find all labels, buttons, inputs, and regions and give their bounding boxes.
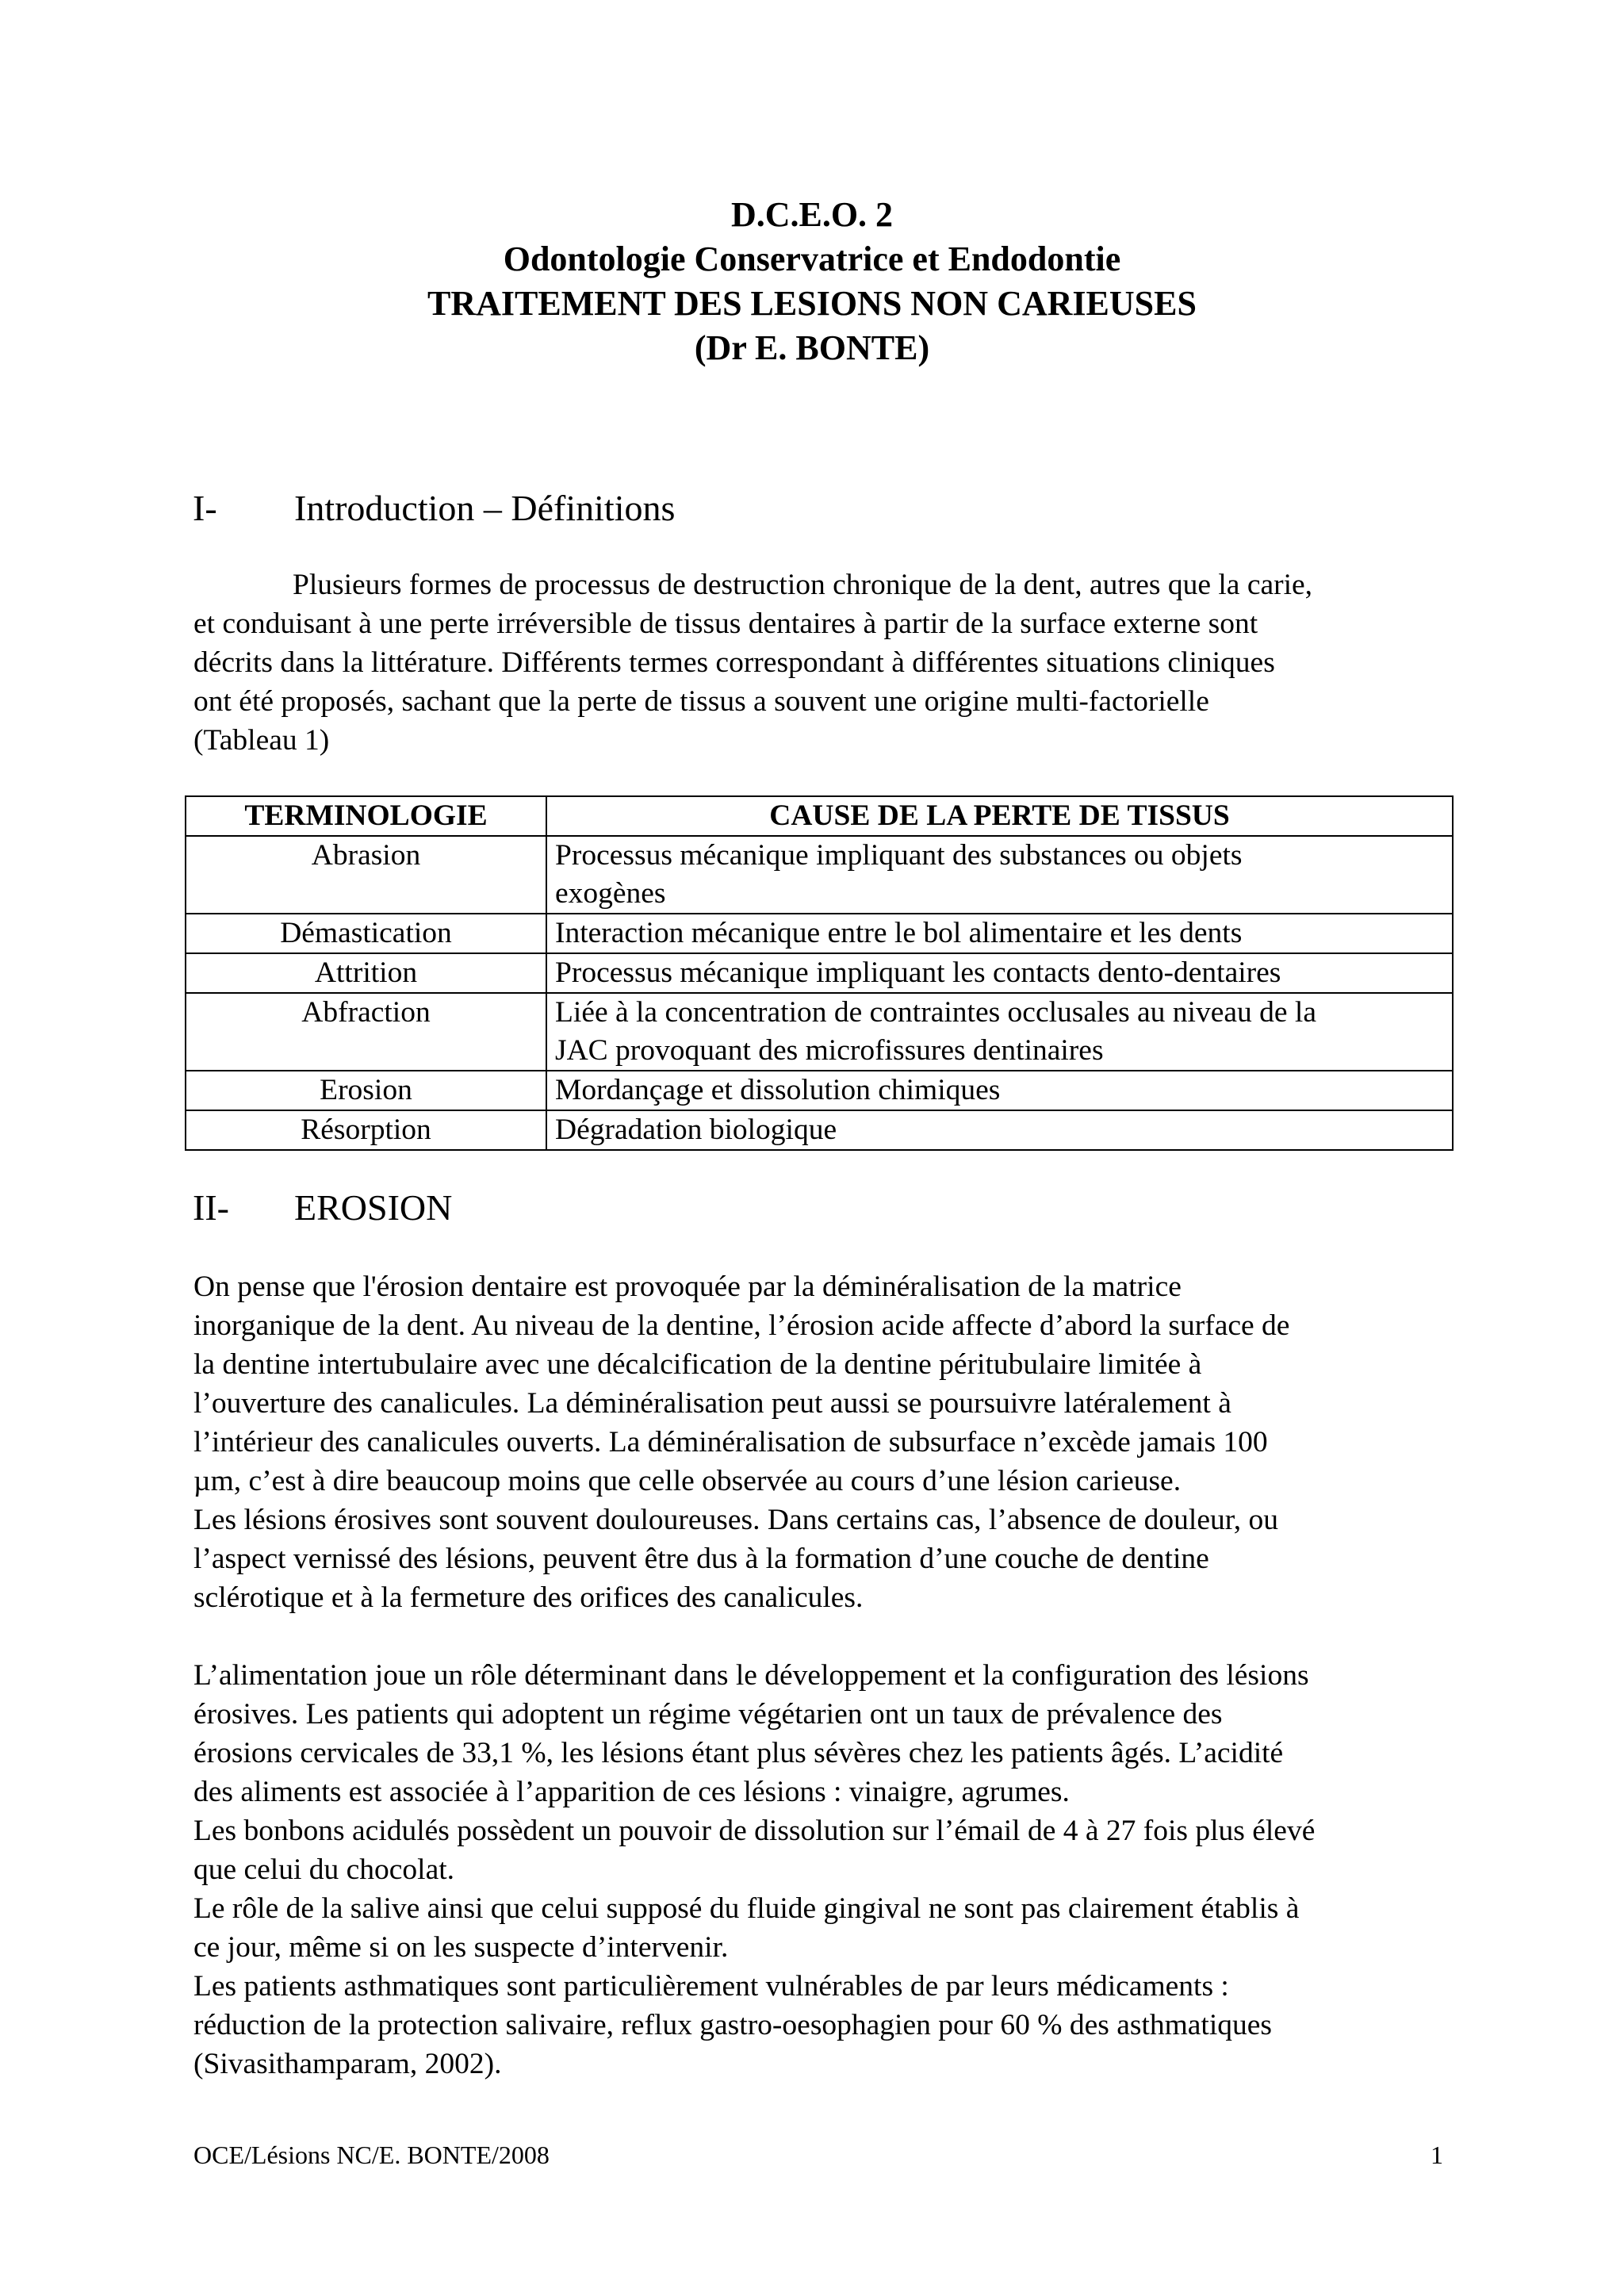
paragraph-line: On pense que l'érosion dentaire est provoquée par la déminéralisation de la matrice (193, 1271, 1182, 1303)
paragraph-line: (Tableau 1) (193, 724, 330, 757)
cause-cell (546, 836, 1453, 914)
cause-line: Liée à la concentration de contraintes occlusales au niveau de la (555, 996, 1316, 1029)
paragraph-line: l’aspect vernissé des lésions, peuvent être dus à la formation d’une couche de dentine (193, 1543, 1209, 1575)
course-subject: Odontologie Conservatrice et Endodontie (503, 240, 1121, 278)
section-number: I- (193, 488, 217, 528)
introduction-paragraph (193, 565, 1446, 760)
term-cell: Démastication (186, 914, 546, 953)
erosion-paragraph-2 (193, 1656, 1446, 2083)
footer-reference: OCE/Lésions NC/E. BONTE/2008 (193, 2141, 550, 2169)
terminology-table (185, 795, 1454, 1151)
cause-line: Interaction mécanique entre le bol alimentaire et les dents (555, 917, 1243, 949)
document-author: (Dr E. BONTE) (694, 328, 930, 367)
paragraph-line: érosions cervicales de 33,1 %, les lésions étant plus sévères chez les patients âgés. L’acidité (193, 1737, 1284, 1769)
cause-cell (546, 953, 1453, 993)
table-row (186, 836, 1453, 914)
section-title: EROSION (294, 1187, 453, 1228)
erosion-paragraph-1 (193, 1267, 1446, 1617)
paragraph-line: µm, c’est à dire beaucoup moins que celle observée au cours d’une lésion carieuse. (193, 1465, 1182, 1497)
cause-line: Processus mécanique impliquant des substances ou objets (555, 839, 1243, 872)
paragraph-line: l’intérieur des canalicules ouverts. La déminéralisation de subsurface n’excède jamais 100 (193, 1426, 1268, 1458)
term-cell: Abrasion (186, 836, 546, 914)
paragraph-line: décrits dans la littérature. Différents termes correspondant à différentes situations cliniques (193, 646, 1275, 679)
paragraph-line: Plusieurs formes de processus de destruction chronique de la dent, autres que la carie, (293, 569, 1313, 601)
paragraph-line: Le rôle de la salive ainsi que celui supposé du fluide gingival ne sont pas clairement établis à (193, 1892, 1300, 1925)
paragraph-line: des aliments est associée à l’apparition de ces lésions : vinaigre, agrumes. (193, 1776, 1070, 1808)
page-number: 1 (1431, 2141, 1443, 2169)
paragraph-line: et conduisant à une perte irréversible de tissus dentaires à partir de la surface externe sont (193, 608, 1258, 640)
document-title-block (0, 193, 1624, 370)
paragraph-line: ont été proposés, sachant que la perte de tissus a souvent une origine multi-factorielle (193, 685, 1209, 718)
term-cell: Abfraction (186, 993, 546, 1071)
section-number: II- (193, 1187, 229, 1228)
paragraph-line: la dentine intertubulaire avec une décalcification de la dentine péritubulaire limitée à (193, 1348, 1202, 1381)
course-code: D.C.E.O. 2 (730, 195, 894, 234)
term-cell: Attrition (186, 953, 546, 993)
paragraph-line: (Sivasithamparam, 2002). (193, 2048, 502, 2080)
section-heading-introduction (193, 486, 675, 531)
term-cell: Erosion (186, 1071, 546, 1110)
paragraph-line: érosives. Les patients qui adoptent un régime végétarien ont un taux de prévalence des (193, 1698, 1223, 1731)
paragraph-line: L’alimentation joue un rôle déterminant dans le développement et la configuration des lésions (193, 1659, 1309, 1692)
paragraph-line: l’ouverture des canalicules. La déminéralisation peut aussi se poursuivre latéralement à (193, 1387, 1231, 1420)
table-header-row (186, 796, 1453, 836)
cause-cell (546, 1071, 1453, 1110)
table-row (186, 1110, 1453, 1150)
paragraph-line: que celui du chocolat. (193, 1853, 455, 1886)
cause-line: Dégradation biologique (555, 1114, 837, 1146)
paragraph-line: Les patients asthmatiques sont particulièrement vulnérables de par leurs médicaments : (193, 1970, 1229, 2003)
cause-line: JAC provoquant des microfissures dentinaires (555, 1034, 1104, 1067)
cause-line: exogènes (555, 877, 666, 910)
table-row (186, 953, 1453, 993)
paragraph-line: Les lésions érosives sont souvent douloureuses. Dans certains cas, l’absence de douleur, ou (193, 1504, 1278, 1536)
table-header-terminology: TERMINOLOGIE (186, 796, 546, 836)
paragraph-line: ce jour, même si on les suspecte d’intervenir. (193, 1931, 729, 1964)
section-title: Introduction – Définitions (294, 488, 676, 528)
paragraph-line: Les bonbons acidulés possèdent un pouvoir de dissolution sur l’émail de 4 à 27 fois plus élevé (193, 1815, 1316, 1847)
document-title: TRAITEMENT DES LESIONS NON CARIEUSES (427, 284, 1197, 323)
cause-line: Processus mécanique impliquant les contacts dento-dentaires (555, 956, 1281, 989)
table-row (186, 1071, 1453, 1110)
paragraph-line: inorganique de la dent. Au niveau de la dentine, l’érosion acide affecte d’abord la surface de (193, 1309, 1290, 1342)
cause-cell (546, 1110, 1453, 1150)
table-header-cause: CAUSE DE LA PERTE DE TISSUS (546, 796, 1453, 836)
section-heading-erosion (193, 1186, 452, 1230)
term-cell: Résorption (186, 1110, 546, 1150)
table-row (186, 993, 1453, 1071)
paragraph-line: réduction de la protection salivaire, reflux gastro-oesophagien pour 60 % des asthmatiques (193, 2009, 1272, 2041)
cause-cell (546, 993, 1453, 1071)
table-row (186, 914, 1453, 953)
paragraph-line: sclérotique et à la fermeture des orifices des canalicules. (193, 1581, 864, 1614)
cause-line: Mordançage et dissolution chimiques (555, 1074, 1001, 1106)
cause-cell (546, 914, 1453, 953)
